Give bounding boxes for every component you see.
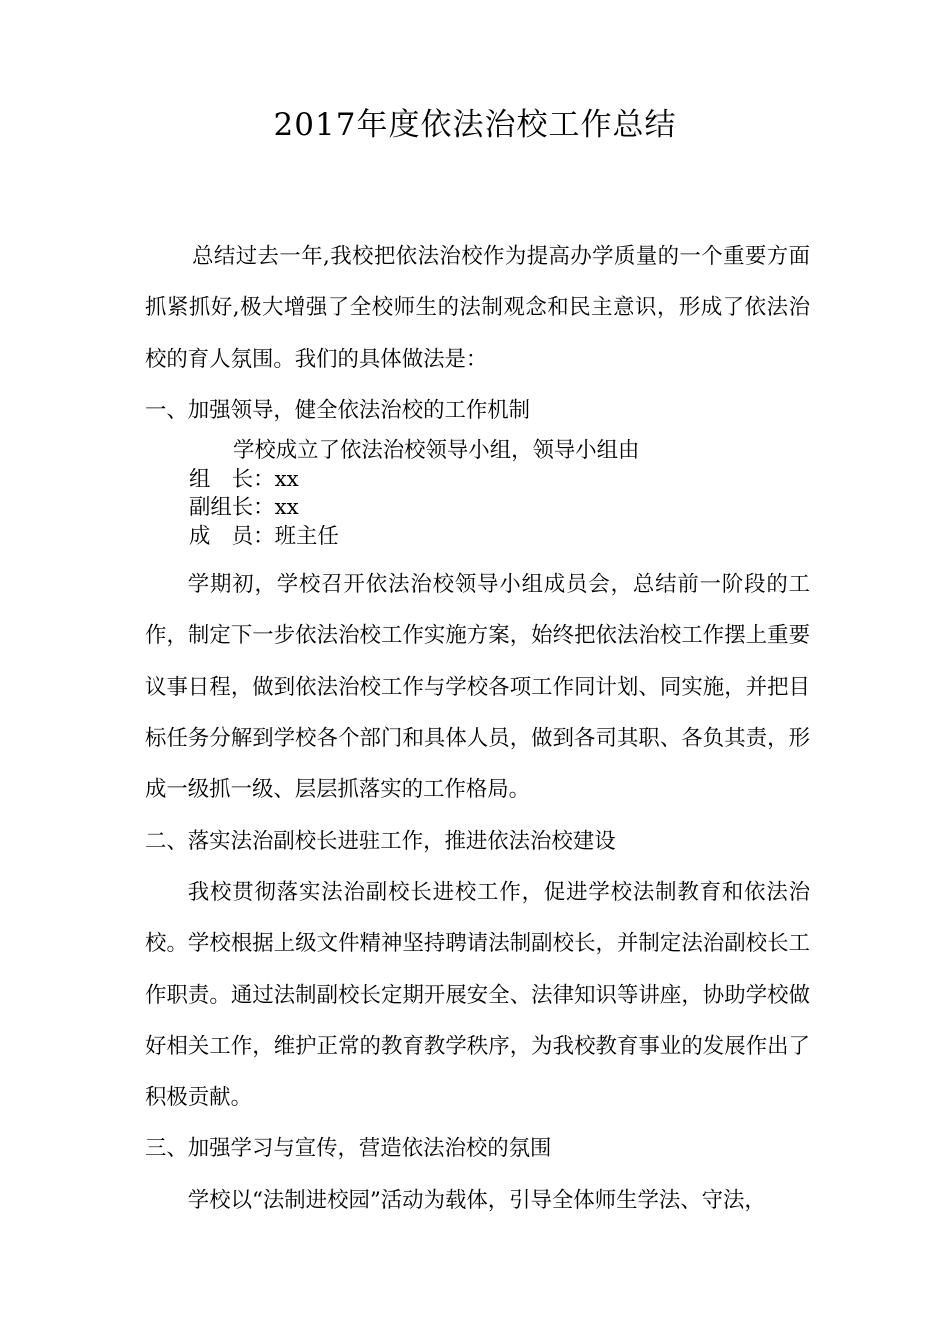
section-2-heading: 二、落实法治副校长进驻工作，推进依法治校建设 <box>145 828 616 854</box>
section-2-paragraph: 我校贯彻落实法治副校长进校工作，促进学校法制教育和依法治校。学校根据上级文件精神坚持聘请法制副校长，并制定法治副校长工作职责。通过法制副校长定期开展安全、法律知识等讲座，协助学校做好相关工作，维护正常的教育教学秩序，为我校教育事业的发展作出了积极贡献。 <box>145 879 810 1111</box>
member-members: 成 员：班主任 <box>189 523 339 549</box>
document-body <box>145 231 810 1226</box>
member-deputy-leader: 副组长：xx <box>189 495 299 521</box>
section-1-heading: 一、加强领导，健全依法治校的工作机制 <box>145 397 531 423</box>
section-1-paragraph: 学期初，学校召开依法治校领导小组成员会，总结前一阶段的工作，制定下一步依法治校工作实施方案，始终把依法治校工作摆上重要议事日程，做到依法治校工作与学校各项工作同计划、同实施，并把目标任务分解到学校各个部门和具体人员，做到各司其职、各负其责，形成一级抓一级、层层抓落实的工作格局。 <box>145 572 810 803</box>
section-1-group-intro: 学校成立了依法治校领导小组，领导小组由 <box>233 438 640 464</box>
section-3-heading: 三、加强学习与宣传，营造依法治校的氛围 <box>145 1136 552 1162</box>
section-3-paragraph: 学校以“法制进校园”活动为载体，引导全体师生学法、守法， <box>187 1187 766 1213</box>
intro-paragraph: 总结过去一年,我校把依法治校作为提高办学质量的一个重要方面抓紧抓好,极大增强了全校师生的法制观念和民主意识，形成了依法治校的育人氛围。我们的具体做法是： <box>145 244 810 372</box>
document-title: 2017年度依法治校工作总结 <box>273 107 677 143</box>
member-leader: 组 长：xx <box>189 466 299 492</box>
